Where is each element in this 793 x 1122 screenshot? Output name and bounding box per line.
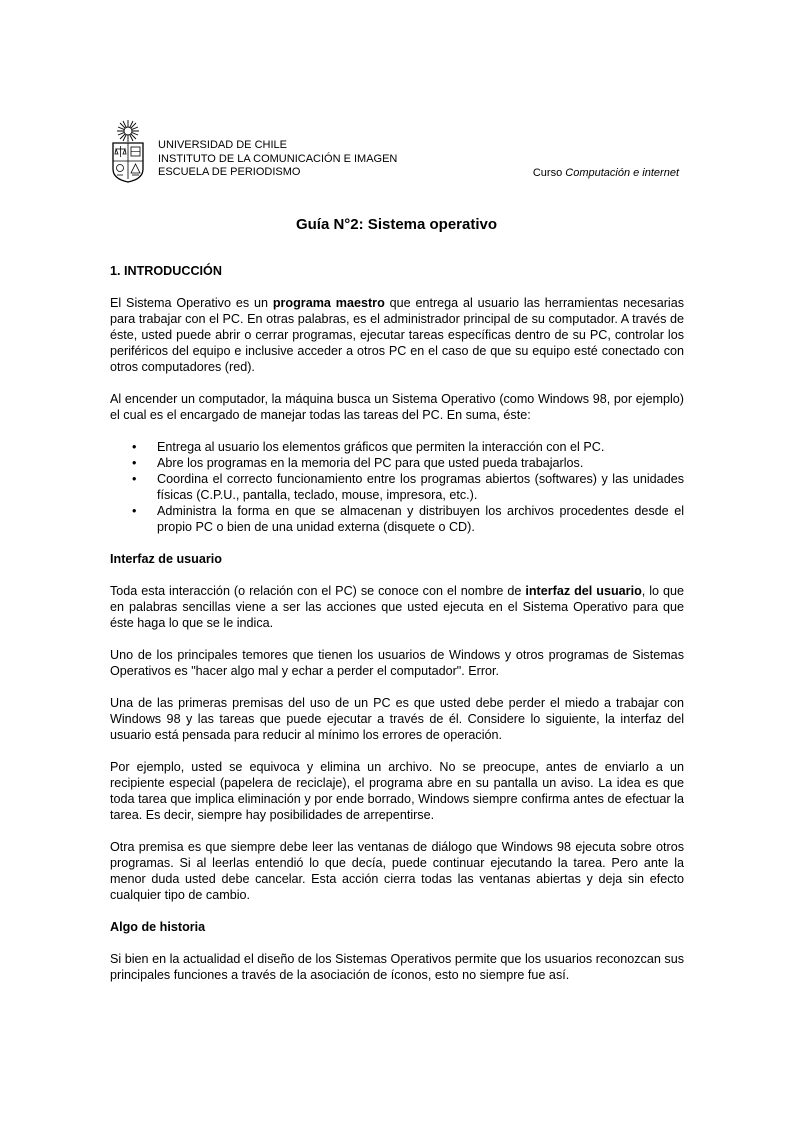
bullet-icon: • bbox=[132, 472, 137, 486]
paragraph-boot: Al encender un computador, la máquina busca un Sistema Operativo (como Windows 98, por ejemplo) el cual es el encargado de manejar todas las tareas del PC. En suma, éste: bbox=[110, 392, 684, 422]
paragraph-intro bbox=[110, 295, 684, 375]
list-item-text: Entrega al usuario los elementos gráficos que permiten la interacción con el PC. bbox=[157, 440, 605, 454]
document-title: Guía N°2: Sistema operativo bbox=[295, 216, 498, 233]
section-heading-intro: 1. INTRODUCCIÓN bbox=[110, 264, 222, 278]
paragraph-example: Por ejemplo, usted se equivoca y elimina un archivo. No se preocupe, antes de enviarlo a un recipiente especial (papelera de reciclaje), el programa abre en su pantalla un aviso. La idea es que toda tarea que implica eliminación y por ende borrado, Windows siempre confirma antes de efectuar la tarea. Es decir, siempre hay posibilidades de arrepentirse. bbox=[110, 760, 684, 822]
text-run: El Sistema Operativo es un bbox=[110, 296, 273, 310]
bullet-icon: • bbox=[132, 440, 137, 454]
emphasis-text: interfaz del usuario bbox=[525, 584, 642, 598]
text-run: que entrega al usuario las herramientas necesarias para trabajar con el PC. En otras palabras, es el administrador principal de su computador. A través de éste, usted puede abrir o cerrar programas, ejecutar tareas específicas dentro de su PC, controlar los periféricos del equipo e inclusive acceder a otros PC en el caso de que su equipo esté conectado con otros computadores (red). bbox=[110, 296, 685, 374]
bullet-list bbox=[110, 439, 684, 535]
section-heading-history: Algo de historia bbox=[110, 920, 206, 934]
paragraph-premise: Una de las primeras premisas del uso de un PC es que usted debe perder el miedo a trabajar con Windows 98 y las tareas que puede ejecutar a través de él. Considere lo siguiente, la interfaz del usuario está pensada para reducir al mínimo los errores de operación. bbox=[110, 696, 684, 742]
university-seal-icon bbox=[110, 119, 146, 183]
list-item bbox=[110, 471, 684, 503]
course-prefix: Curso bbox=[532, 167, 566, 179]
course-label bbox=[533, 166, 679, 180]
paragraph-history: Si bien en la actualidad el diseño de los Sistemas Operativos permite que los usuarios reconozcan sus principales funciones a través de la asociación de íconos, esto no siempre fue así. bbox=[110, 952, 684, 982]
list-item bbox=[110, 439, 684, 455]
text-run: , lo que en palabras sencillas viene a ser las acciones que usted ejecuta en el Sistema Operativo para que éste haga lo que se le indica. bbox=[110, 584, 685, 630]
institution-line: INSTITUTO DE LA COMUNICACIÓN E IMAGEN bbox=[158, 152, 398, 165]
course-name: Computación e internet bbox=[565, 167, 679, 179]
text-run: Toda esta interacción (o relación con el PC) se conoce con el nombre de bbox=[110, 584, 526, 598]
institution-line: ESCUELA DE PERIODISMO bbox=[158, 166, 301, 178]
paragraph-interface bbox=[110, 583, 684, 631]
document-body bbox=[110, 263, 684, 999]
paragraph-fears: Uno de los principales temores que tienen los usuarios de Windows y otros programas de Sistemas Operativos es "hacer algo mal y echar a perder el computador". Error. bbox=[110, 648, 684, 678]
institution-line: UNIVERSIDAD DE CHILE bbox=[158, 139, 287, 151]
list-item bbox=[110, 503, 684, 535]
institution-block bbox=[158, 139, 397, 180]
bullet-icon: • bbox=[132, 456, 137, 470]
list-item-text: Abre los programas en la memoria del PC para que usted pueda trabajarlos. bbox=[157, 456, 584, 470]
list-item bbox=[110, 455, 684, 471]
bullet-icon: • bbox=[132, 504, 137, 518]
paragraph-dialogs: Otra premisa es que siempre debe leer las ventanas de diálogo que Windows 98 ejecuta sobre otros programas. Si al leerlas entendió lo que decía, puede continuar ejecutando la tarea. Pero ante la menor duda usted debe cancelar. Esta acción cierra todas las ventanas abiertas y deja sin efecto cualquier tipo de cambio. bbox=[110, 840, 684, 902]
section-heading-ui: Interfaz de usuario bbox=[110, 552, 222, 566]
list-item-text: Coordina el correcto funcionamiento entre los programas abiertos (softwares) y las unidades físicas (C.P.U., pantalla, teclado, mouse, impresora, etc.). bbox=[157, 472, 684, 502]
list-item-text: Administra la forma en que se almacenan y distribuyen los archivos procedentes desde el propio PC o bien de una unidad externa (disquete o CD). bbox=[157, 504, 684, 534]
emphasis-text: programa maestro bbox=[272, 296, 385, 310]
